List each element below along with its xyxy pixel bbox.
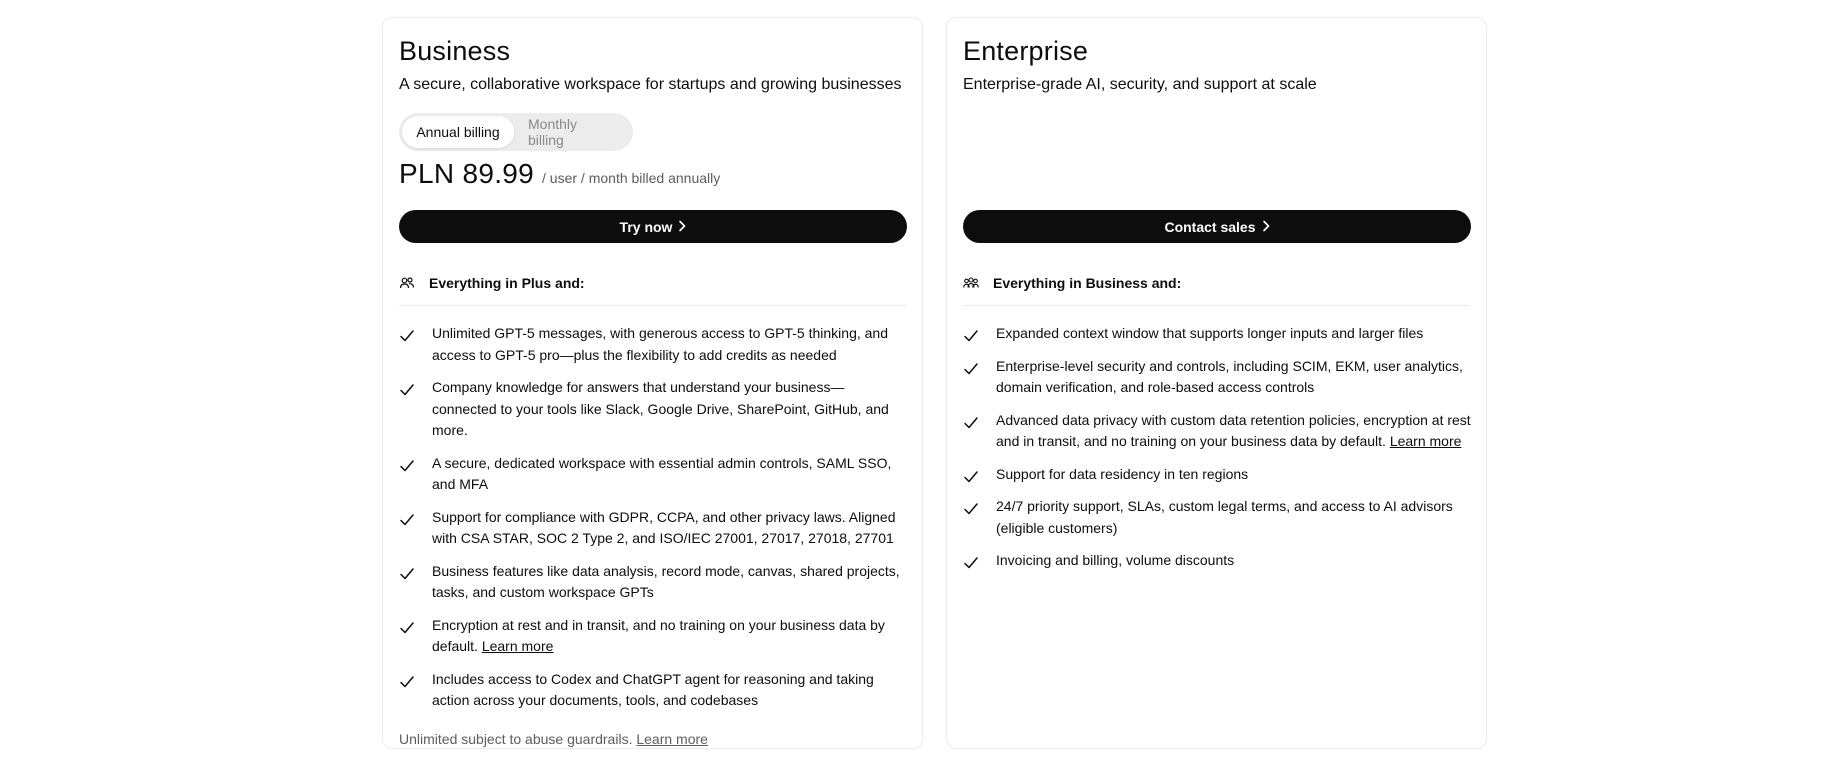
plan-title: Business — [399, 36, 511, 66]
feature-item — [963, 464, 1473, 486]
business-plan-card — [382, 17, 923, 749]
check-icon — [963, 416, 983, 430]
feature-item — [963, 323, 1473, 345]
plan-title: Enterprise — [963, 36, 1089, 66]
feature-text — [996, 410, 1473, 453]
feature-text-content: Business features like data analysis, record mode, canvas, shared projects, tasks, and custom workspace GPTs — [432, 562, 900, 600]
includes-label: Everything in Business and: — [993, 275, 1182, 291]
feature-item — [963, 410, 1473, 453]
check-icon — [963, 329, 983, 343]
feature-text — [432, 669, 909, 712]
divider — [399, 305, 906, 306]
check-icon — [399, 621, 419, 635]
feature-text-content: Invoicing and billing, volume discounts — [996, 552, 1235, 568]
feature-text-content: Company knowledge for answers that understand your business—connected to your tools like Slack, Google Drive, SharePoint, GitHub, and more. — [432, 379, 889, 438]
footnote-text: Unlimited subject to abuse guardrails. — [399, 731, 637, 747]
feature-text — [432, 377, 909, 442]
divider — [963, 305, 1470, 306]
price: PLN 89.99 — [399, 158, 535, 189]
feature-item — [399, 561, 909, 604]
feature-text — [432, 561, 909, 604]
try-now-label: Try now — [619, 218, 673, 235]
feature-text-content: Encryption at rest and in transit, and no training on your business data by default. — [432, 616, 885, 654]
feature-list — [399, 323, 909, 723]
learn-more-link[interactable]: Learn more — [481, 638, 554, 654]
users-icon — [399, 275, 415, 291]
check-icon — [963, 362, 983, 376]
feature-item — [399, 377, 909, 442]
feature-text-content: Expanded context window that supports longer inputs and larger files — [996, 325, 1424, 341]
feature-text-content: Support for compliance with GDPR, CCPA, and other privacy laws. Aligned with CSA STAR, SOC 2 Type 2, and ISO/IEC 27001, 27017, 27018, 27701 — [432, 508, 896, 546]
feature-item — [399, 507, 909, 550]
price-row — [399, 158, 720, 190]
check-icon — [963, 556, 983, 570]
feature-item — [399, 453, 909, 496]
feature-text-content: Support for data residency in ten regions — [996, 465, 1249, 482]
try-now-button[interactable] — [399, 210, 907, 243]
group-icon — [963, 275, 979, 291]
feature-text — [996, 323, 1423, 345]
enterprise-plan-card — [946, 17, 1487, 749]
feature-text — [996, 464, 1248, 486]
feature-text — [432, 453, 909, 496]
check-icon — [399, 329, 419, 343]
feature-text — [432, 507, 909, 550]
check-icon — [399, 675, 419, 689]
feature-text-content: Advanced data privacy with custom data retention policies, encryption at rest and in transit, and no training on your business data by default. — [996, 411, 1471, 449]
learn-more-link[interactable]: Learn more — [1389, 433, 1462, 449]
check-icon — [399, 513, 419, 527]
footnote — [399, 731, 708, 747]
feature-text — [996, 550, 1234, 572]
feature-text-content: A secure, dedicated workspace with essential admin controls, SAML SSO, and MFA — [432, 454, 892, 492]
feature-text — [432, 323, 909, 366]
contact-sales-label: Contact sales — [1164, 218, 1256, 235]
feature-text — [432, 615, 909, 658]
feature-text-content: Enterprise-level security and controls, including SCIM, EKM, user analytics, domain verification, and role-based access controls — [996, 357, 1463, 395]
feature-item — [963, 496, 1473, 539]
monthly-billing-option[interactable]: Monthly billing — [528, 116, 578, 148]
annual-billing-option[interactable]: Annual billing — [402, 116, 514, 148]
plan-subtitle: A secure, collaborative workspace for startups and growing businesses — [399, 76, 902, 93]
check-icon — [399, 459, 419, 473]
feature-item — [399, 669, 909, 712]
includes-row — [399, 275, 585, 291]
contact-sales-button[interactable] — [963, 210, 1471, 243]
price-note: / user / month billed annually — [542, 170, 721, 186]
feature-item — [399, 615, 909, 658]
feature-list — [963, 323, 1473, 583]
feature-text — [996, 356, 1473, 399]
chevron-right-icon — [678, 219, 686, 235]
includes-label: Everything in Plus and: — [429, 275, 585, 291]
feature-text-content: 24/7 priority support, SLAs, custom legal terms, and access to AI advisors (eligible customers) — [996, 498, 1453, 536]
billing-toggle — [399, 113, 633, 151]
check-icon — [399, 383, 419, 397]
check-icon — [399, 567, 419, 581]
check-icon — [963, 502, 983, 516]
includes-row — [963, 275, 1181, 291]
feature-item — [963, 356, 1473, 399]
chevron-right-icon — [1262, 219, 1270, 235]
feature-item — [399, 323, 909, 366]
footnote-learn-more-link[interactable]: Learn more — [636, 731, 708, 747]
plan-subtitle: Enterprise-grade AI, security, and support at scale — [963, 76, 1317, 93]
feature-item — [963, 550, 1473, 572]
feature-text-content: Includes access to Codex and ChatGPT agent for reasoning and taking action across your documents, tools, and codebases — [432, 670, 874, 708]
feature-text-content: Unlimited GPT-5 messages, with generous access to GPT-5 thinking, and access to GPT-5 pro—plus the flexibility to add credits as needed — [432, 325, 888, 363]
check-icon — [963, 470, 983, 484]
feature-text — [996, 496, 1473, 539]
